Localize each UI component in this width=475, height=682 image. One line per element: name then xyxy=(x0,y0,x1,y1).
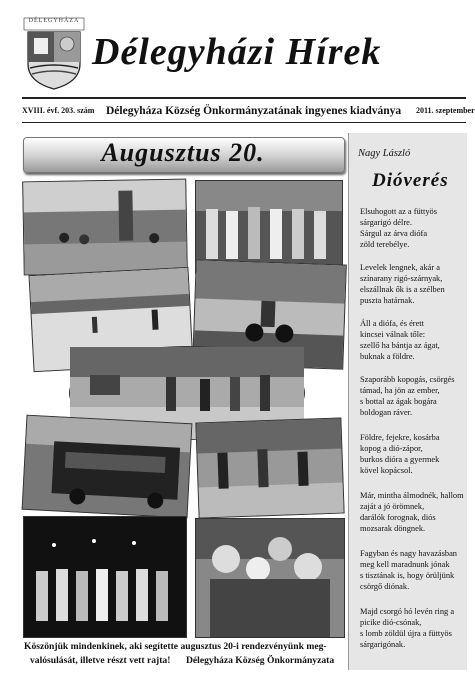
header-rule-bottom xyxy=(22,122,466,123)
photo-fire-truck xyxy=(22,415,193,519)
village-crest xyxy=(24,18,84,90)
poem-stanza: Áll a diófa, és érett kincsei válnak tőle: szellő ha bántja az ágat, buknak a földre. xyxy=(360,319,440,361)
issue-date: 2011. szeptember xyxy=(416,106,475,115)
poem-title: Dióverés xyxy=(372,170,449,191)
poem-stanza: Elsuhogott az a füttyös sárgarigó délre. Sárgul az árva diófa zöld terebélye. xyxy=(360,207,437,249)
poem-stanza: Fagyban és nagy havazásban meg kell maradnunk jónak s tisztának is, hogy örüljünk csörgő diónak. xyxy=(360,549,457,591)
photo-monument-ceremony xyxy=(22,179,188,276)
poem-stanza: Szaporább kopogás, csörgés támad, ha jön az ember, s bottal az ágak bogára boldogan ráver. xyxy=(360,375,455,417)
header-rule xyxy=(22,97,466,99)
newspaper-title: Délegyházi Hírek xyxy=(92,31,382,73)
thanks-caption-line2: valósulását, illetve részt vett rajta! xyxy=(30,655,171,666)
section-banner-title: Augusztus 20. xyxy=(101,138,265,167)
caption-signature: Délegyháza Község Önkormányzata xyxy=(186,655,335,666)
poem-author: Nagy László xyxy=(358,148,411,159)
poem-stanza: Földre, fejekre, kosárba kopog a dió-zápor, burkos dióra a gyermek kövel kopácsol. xyxy=(360,433,440,475)
publisher-line: Délegyháza Község Önkormányzatának ingyenes kiadványa xyxy=(106,105,402,117)
crest-label: DÉLEGYHÁZA xyxy=(28,18,80,24)
poem-stanza: Majd csorgó hó levén ring a picike dió-csónak, s lomb zöldül újra a füttyös sárgarigónak. xyxy=(360,607,455,649)
poem-stanza: Levelek lengnek, akár a színarany rigó-szárnyak, elszállnak ők is a szélben puszta határnak. xyxy=(360,263,445,305)
issue-number: XVIII. évf. 203. szám xyxy=(22,106,95,115)
poem-stanza: Már, mintha álmodnék, hallom zaját a jó örömnek, darálók forognak, diós mozsarak döngnek. xyxy=(360,491,464,533)
thanks-caption-line1: Köszönjük mindenkinek, aki segítette augusztus 20-i rendezvényünk meg- xyxy=(24,641,327,652)
photo-children-race xyxy=(195,417,344,518)
photo-family-portrait xyxy=(195,518,345,638)
photo-torchlight-procession xyxy=(23,516,187,638)
